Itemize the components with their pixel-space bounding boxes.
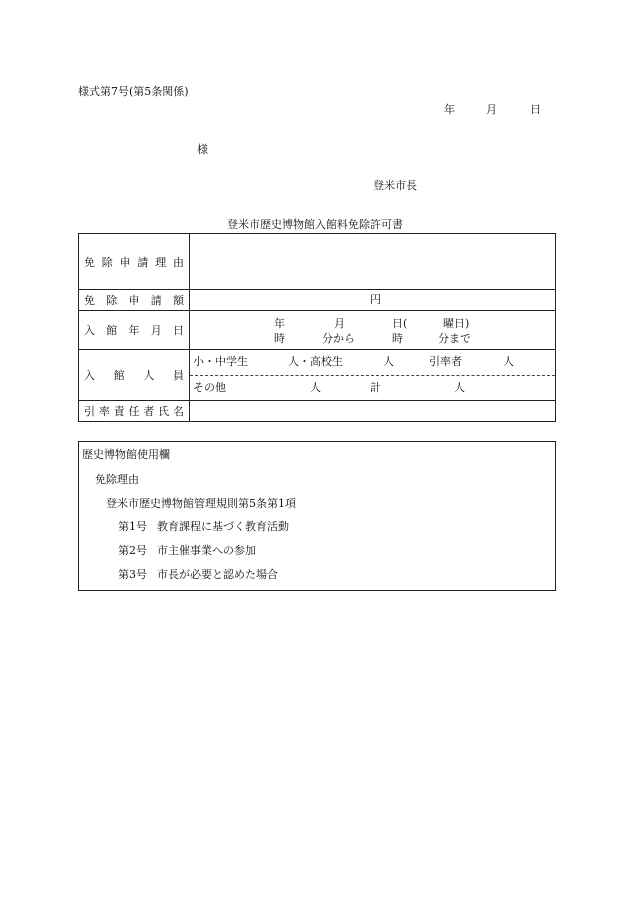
visit-year-label: 年 xyxy=(274,317,285,330)
item-number: 第1号 xyxy=(118,520,147,533)
visit-hour2-label: 時 xyxy=(392,332,403,345)
exemption-item-1[interactable] xyxy=(118,521,289,532)
addressee-suffix: 様 xyxy=(197,143,208,156)
visit-weekday-label: 曜日) xyxy=(443,317,470,330)
high-unit-label: 人 xyxy=(383,355,394,368)
item-number: 第3号 xyxy=(118,568,147,581)
exemption-reason-heading: 免除理由 xyxy=(95,473,139,486)
leaders-label: 引率者 xyxy=(429,355,462,368)
form-number: 様式第7号(第5条関係) xyxy=(78,85,189,98)
visit-date-field[interactable] xyxy=(190,311,556,350)
dashed-divider xyxy=(190,375,555,376)
amount-row xyxy=(79,290,556,311)
rule-reference: 登米市歴史博物館管理規則第5条第1項 xyxy=(106,497,296,510)
reason-row xyxy=(79,234,556,290)
document-title: 登米市歴史博物館入館料免除許可書 xyxy=(227,218,403,231)
exemption-item-3[interactable] xyxy=(118,569,278,580)
issuer: 登米市長 xyxy=(373,179,417,192)
total-unit-label: 人 xyxy=(454,381,465,394)
leader-name-field[interactable] xyxy=(190,401,556,422)
visitors-field[interactable] xyxy=(190,350,556,401)
date-year-label: 年 xyxy=(444,103,455,116)
students-unit-high-label: 人・高校生 xyxy=(288,355,343,368)
item-text: 市長が必要と認めた場合 xyxy=(157,568,278,581)
date-day-label: 日 xyxy=(530,103,541,116)
visit-hour-label: 時 xyxy=(274,332,285,345)
total-label: 計 xyxy=(370,381,381,394)
amount-unit: 円 xyxy=(370,293,381,306)
item-text: 教育課程に基づく教育活動 xyxy=(157,520,289,533)
amount-label: 免除申請額 xyxy=(79,290,190,311)
leader-name-row xyxy=(79,401,556,422)
students-label: 小・中学生 xyxy=(193,355,248,368)
issue-date xyxy=(444,104,541,115)
item-text: 市主催事業への参加 xyxy=(157,544,256,557)
visit-date-label: 入館年月日 xyxy=(79,311,190,350)
museum-use-title: 歴史博物館使用欄 xyxy=(82,448,170,461)
reason-label: 免除申請理由 xyxy=(79,234,190,290)
leaders-unit-label: 人 xyxy=(503,355,514,368)
others-unit-label: 人 xyxy=(310,381,321,394)
visitors-row xyxy=(79,350,556,401)
visit-until-label: 分まで xyxy=(438,332,471,345)
visit-day-label: 日( xyxy=(392,317,408,330)
reason-field[interactable] xyxy=(190,234,556,290)
visit-from-label: 分から xyxy=(322,332,355,345)
visit-month-label: 月 xyxy=(334,317,345,330)
item-number: 第2号 xyxy=(118,544,147,557)
permit-form-table xyxy=(78,233,556,422)
leader-name-label: 引率責任者氏名 xyxy=(79,401,190,422)
others-label: その他 xyxy=(193,381,226,394)
date-month-label: 月 xyxy=(486,103,497,116)
visit-date-row xyxy=(79,311,556,350)
visitors-label: 入館人員 xyxy=(79,350,190,401)
exemption-item-2[interactable] xyxy=(118,545,256,556)
amount-field[interactable] xyxy=(190,290,556,311)
